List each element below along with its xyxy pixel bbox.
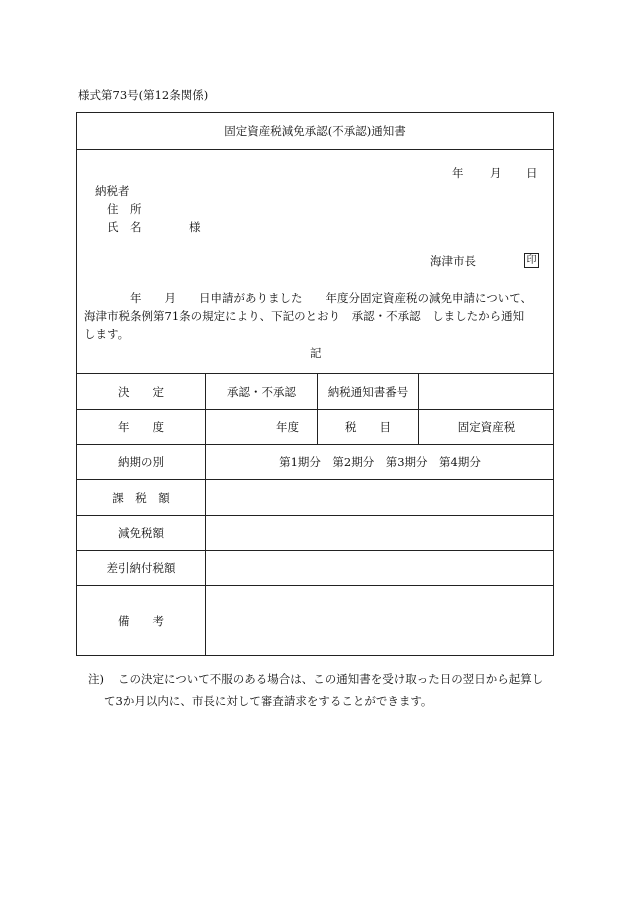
fiscal-year-suffix: 年度 [276, 420, 299, 434]
ki-mark: 記 [310, 346, 322, 360]
notice-number-value [419, 374, 554, 409]
seal-mark: 印 [524, 253, 539, 268]
honorific: 様 [189, 220, 201, 234]
installment-periods: 第1期分 第2期分 第3期分 第4期分 [279, 455, 481, 469]
note-line-1: この決定について不服のある場合は、この通知書を受け取った日の翌日から起算し [118, 672, 544, 686]
date-day: 日 [526, 166, 538, 180]
name-label: 氏 名 [107, 220, 142, 234]
form-title: 固定資産税減免承認(不承認)通知書 [224, 124, 406, 138]
form-number: 様式第73号(第12条関係) [78, 88, 209, 102]
remarks-label: 備 考 [118, 614, 164, 628]
tax-item-label: 税 目 [345, 420, 391, 434]
decision-value: 承認・不承認 [227, 384, 296, 399]
reduced-tax-label: 減免税額 [118, 526, 164, 540]
notice-number-label: 納税通知書番号 [327, 384, 409, 399]
note-line-2: て3か月以内に、市長に対して審査請求をすることができます。 [104, 694, 433, 708]
notice-form [76, 112, 554, 656]
net-tax-label: 差引納付税額 [106, 561, 176, 575]
body-line-1: 年 月 日申請がありました 年度分固定資産税の減免申請について、 [130, 291, 533, 305]
body-line-3: します。 [84, 327, 130, 341]
note-label: 注) [88, 672, 104, 686]
fiscal-year-label: 年 度 [118, 420, 164, 434]
issuer-name: 海津市長 [430, 254, 476, 268]
date-year: 年 [452, 166, 464, 180]
decision-label: 決 定 [118, 384, 164, 399]
address-label: 住 所 [107, 202, 142, 216]
title-divider [77, 149, 553, 150]
assessed-tax-label: 課 税 額 [112, 490, 170, 505]
date-month: 月 [490, 166, 502, 180]
installment-label: 納期の別 [118, 455, 164, 469]
tax-item-value: 固定資産税 [457, 420, 516, 434]
taxpayer-heading: 納税者 [95, 184, 130, 198]
body-line-2: 海津市税条例第71条の規定により、下記のとおり 承認・不承認 しましたから通知 [84, 309, 525, 323]
body-text [84, 289, 550, 343]
